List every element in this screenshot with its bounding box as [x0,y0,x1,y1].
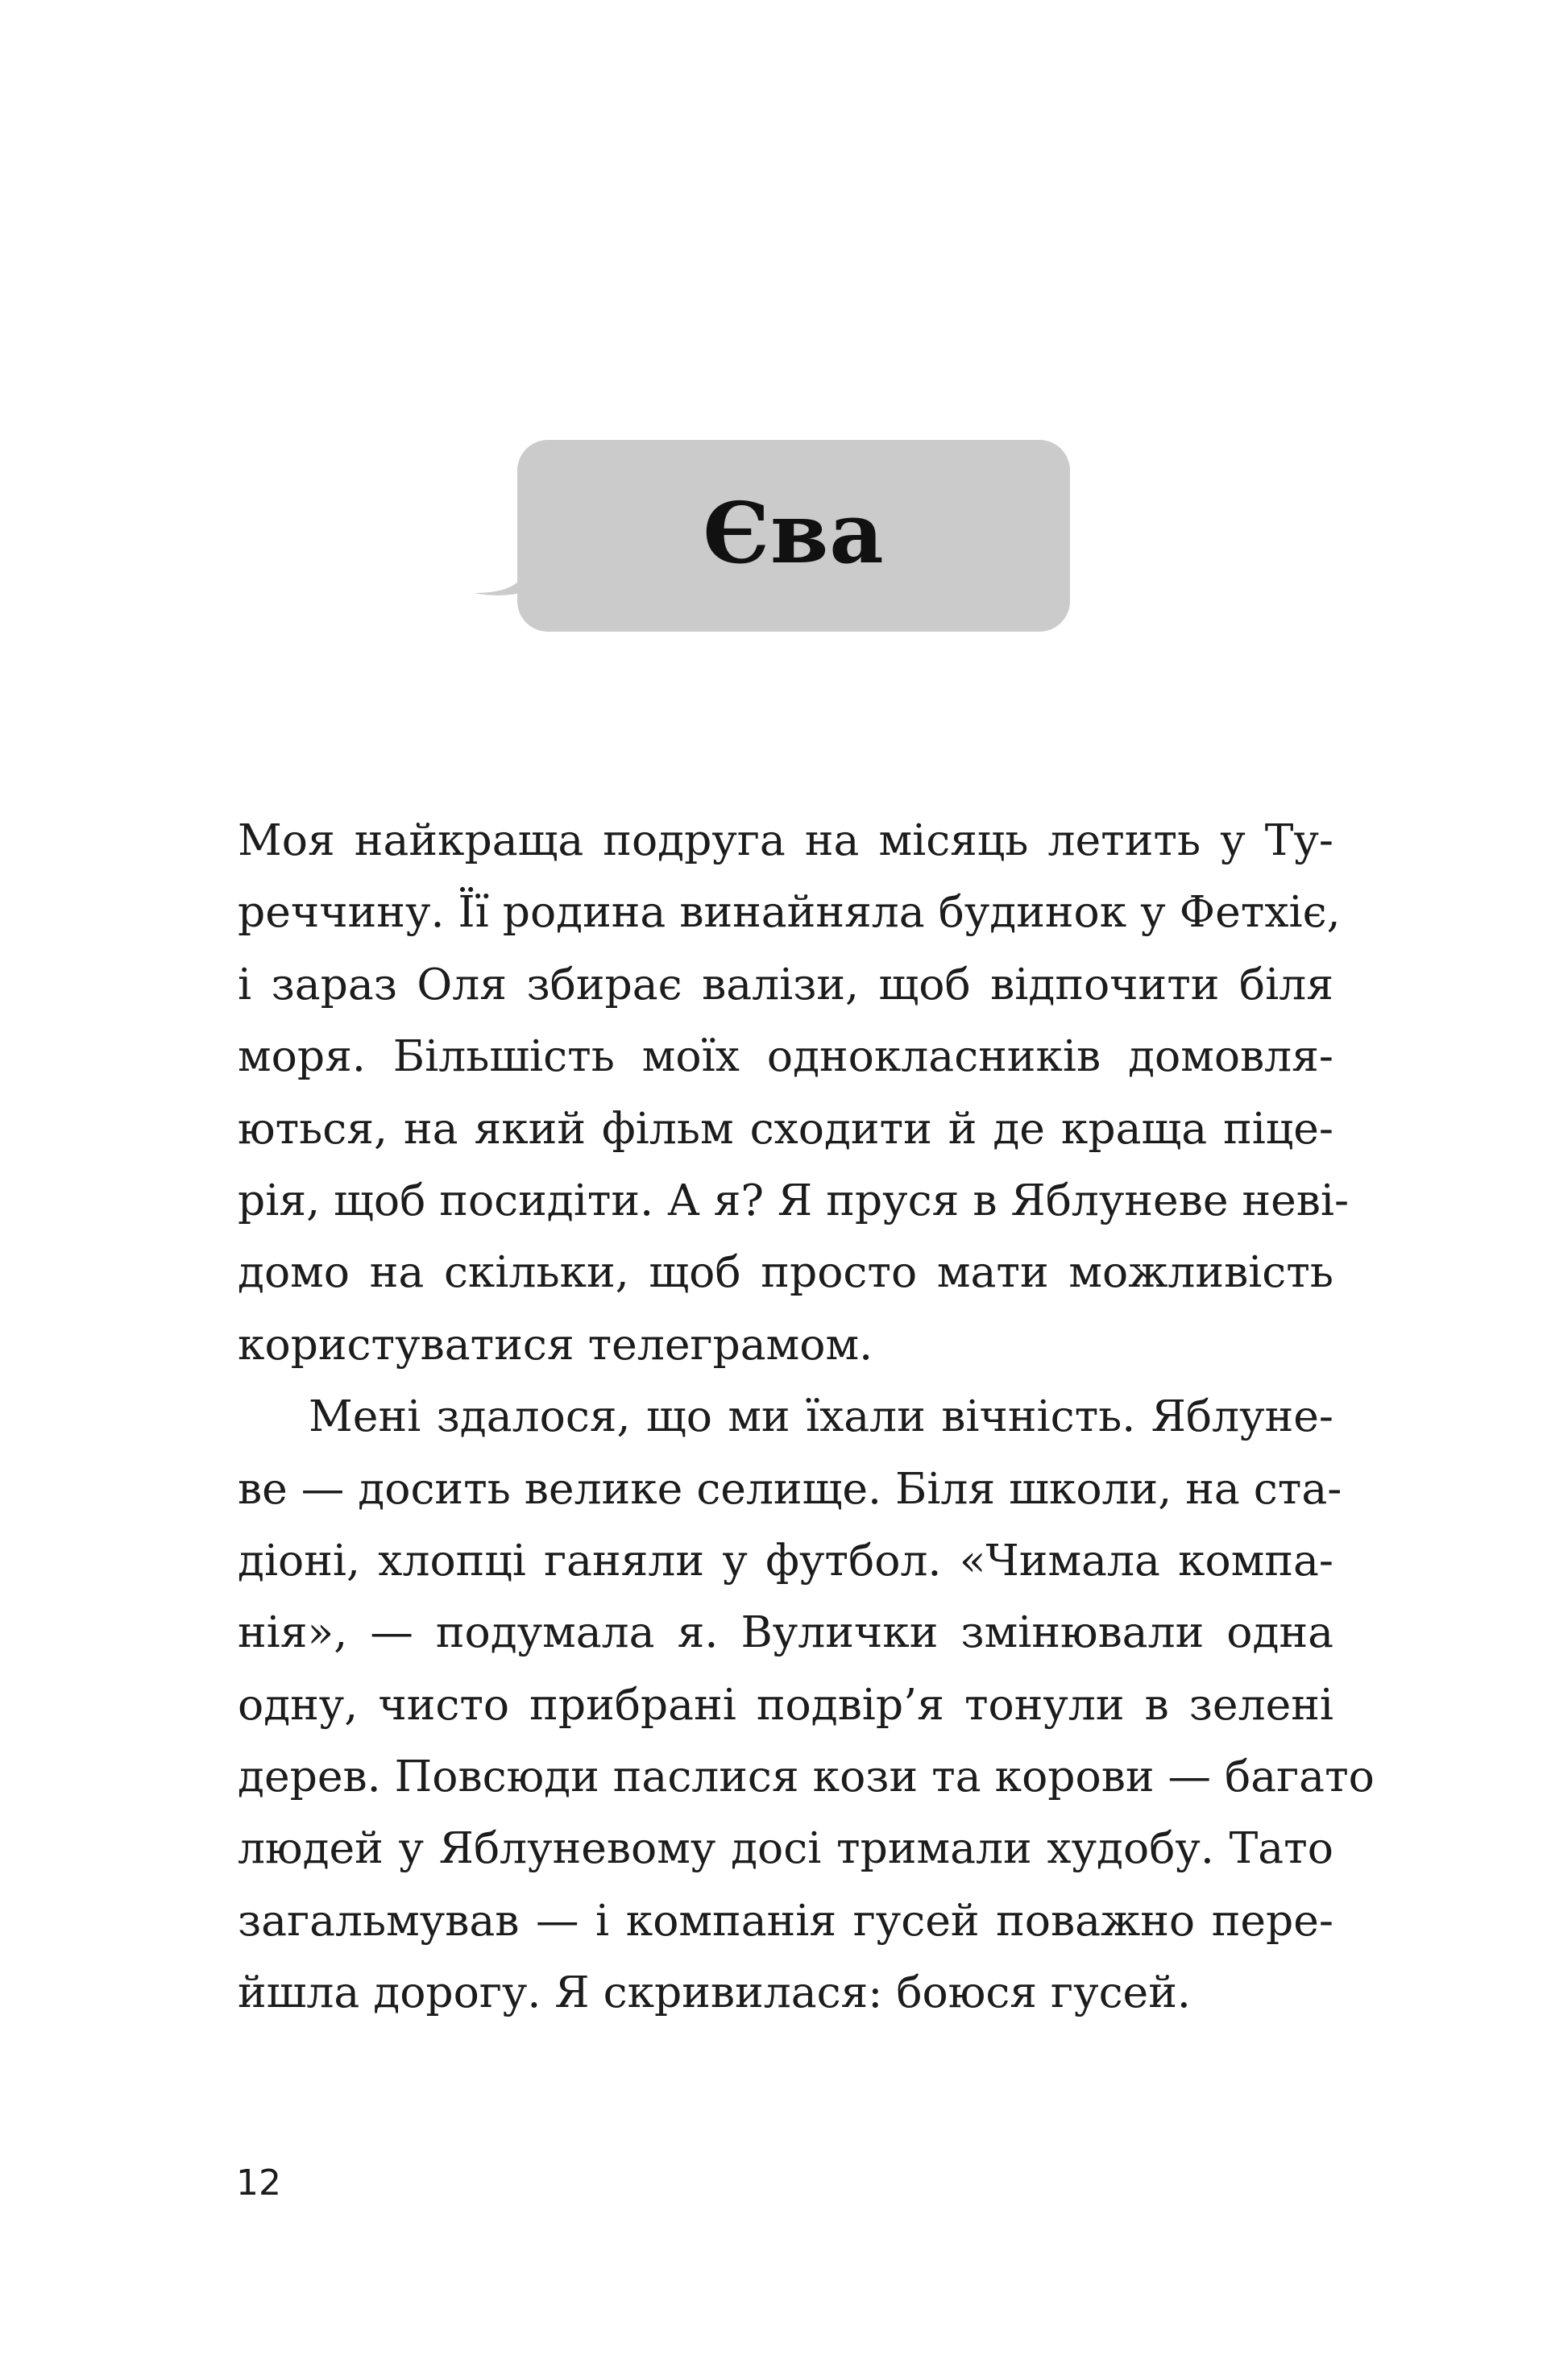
body-text [238,804,1375,2029]
text-line: Мені здалося, що ми їхали вічність. Яблуне- [309,1391,1333,1442]
text-line: йшла дорогу. Я скривилася: боюся гусей. [238,1967,1191,2018]
chapter-title: Єва [703,483,885,583]
page-number: 12 [236,2162,281,2204]
text-line: Моя найкраща подруга на місяць летить у Ту- [238,815,1333,865]
text-line: реччину. Її родина винайняла будинок у Фетхіє, [238,886,1341,938]
text-line: ве — досить велике селище. Біля школи, на ста- [238,1462,1342,1514]
text-line: і зараз Оля збирає валізи, щоб відпочити біля [238,958,1333,1010]
paragraph [238,1380,1375,2029]
text-line: користуватися телеграмом. [238,1318,873,1370]
text-line: одну, чисто прибрані подвір’я тонули в зелені [238,1678,1333,1730]
text-line: домо на скільки, щоб просто мати можливість [238,1246,1333,1298]
text-line: дерев. Повсюди паслися кози та корови — багато [238,1751,1375,1802]
text-line: моря. Більшість моїх однокласників домовля- [238,1030,1333,1082]
text-line: людей у Яблуневому досі тримали худобу. Тато [238,1822,1333,1874]
paragraph [238,804,1350,1380]
speech-bubble [517,440,1070,632]
text-line: діоні, хлопці ганяли у футбол. «Чимала компа- [238,1534,1333,1586]
text-line: загальмував — і компанія гусей поважно пере- [238,1894,1333,1946]
text-line: нія», — подумала я. Вулички змінювали одна [238,1607,1333,1658]
chapter-heading-bubble [467,440,1070,632]
text-line: рія, щоб посидіти. А я? Я пруся в Яблуневе неві- [238,1174,1350,1225]
text-line: ються, на який фільм сходити й де краща піце- [238,1102,1333,1154]
